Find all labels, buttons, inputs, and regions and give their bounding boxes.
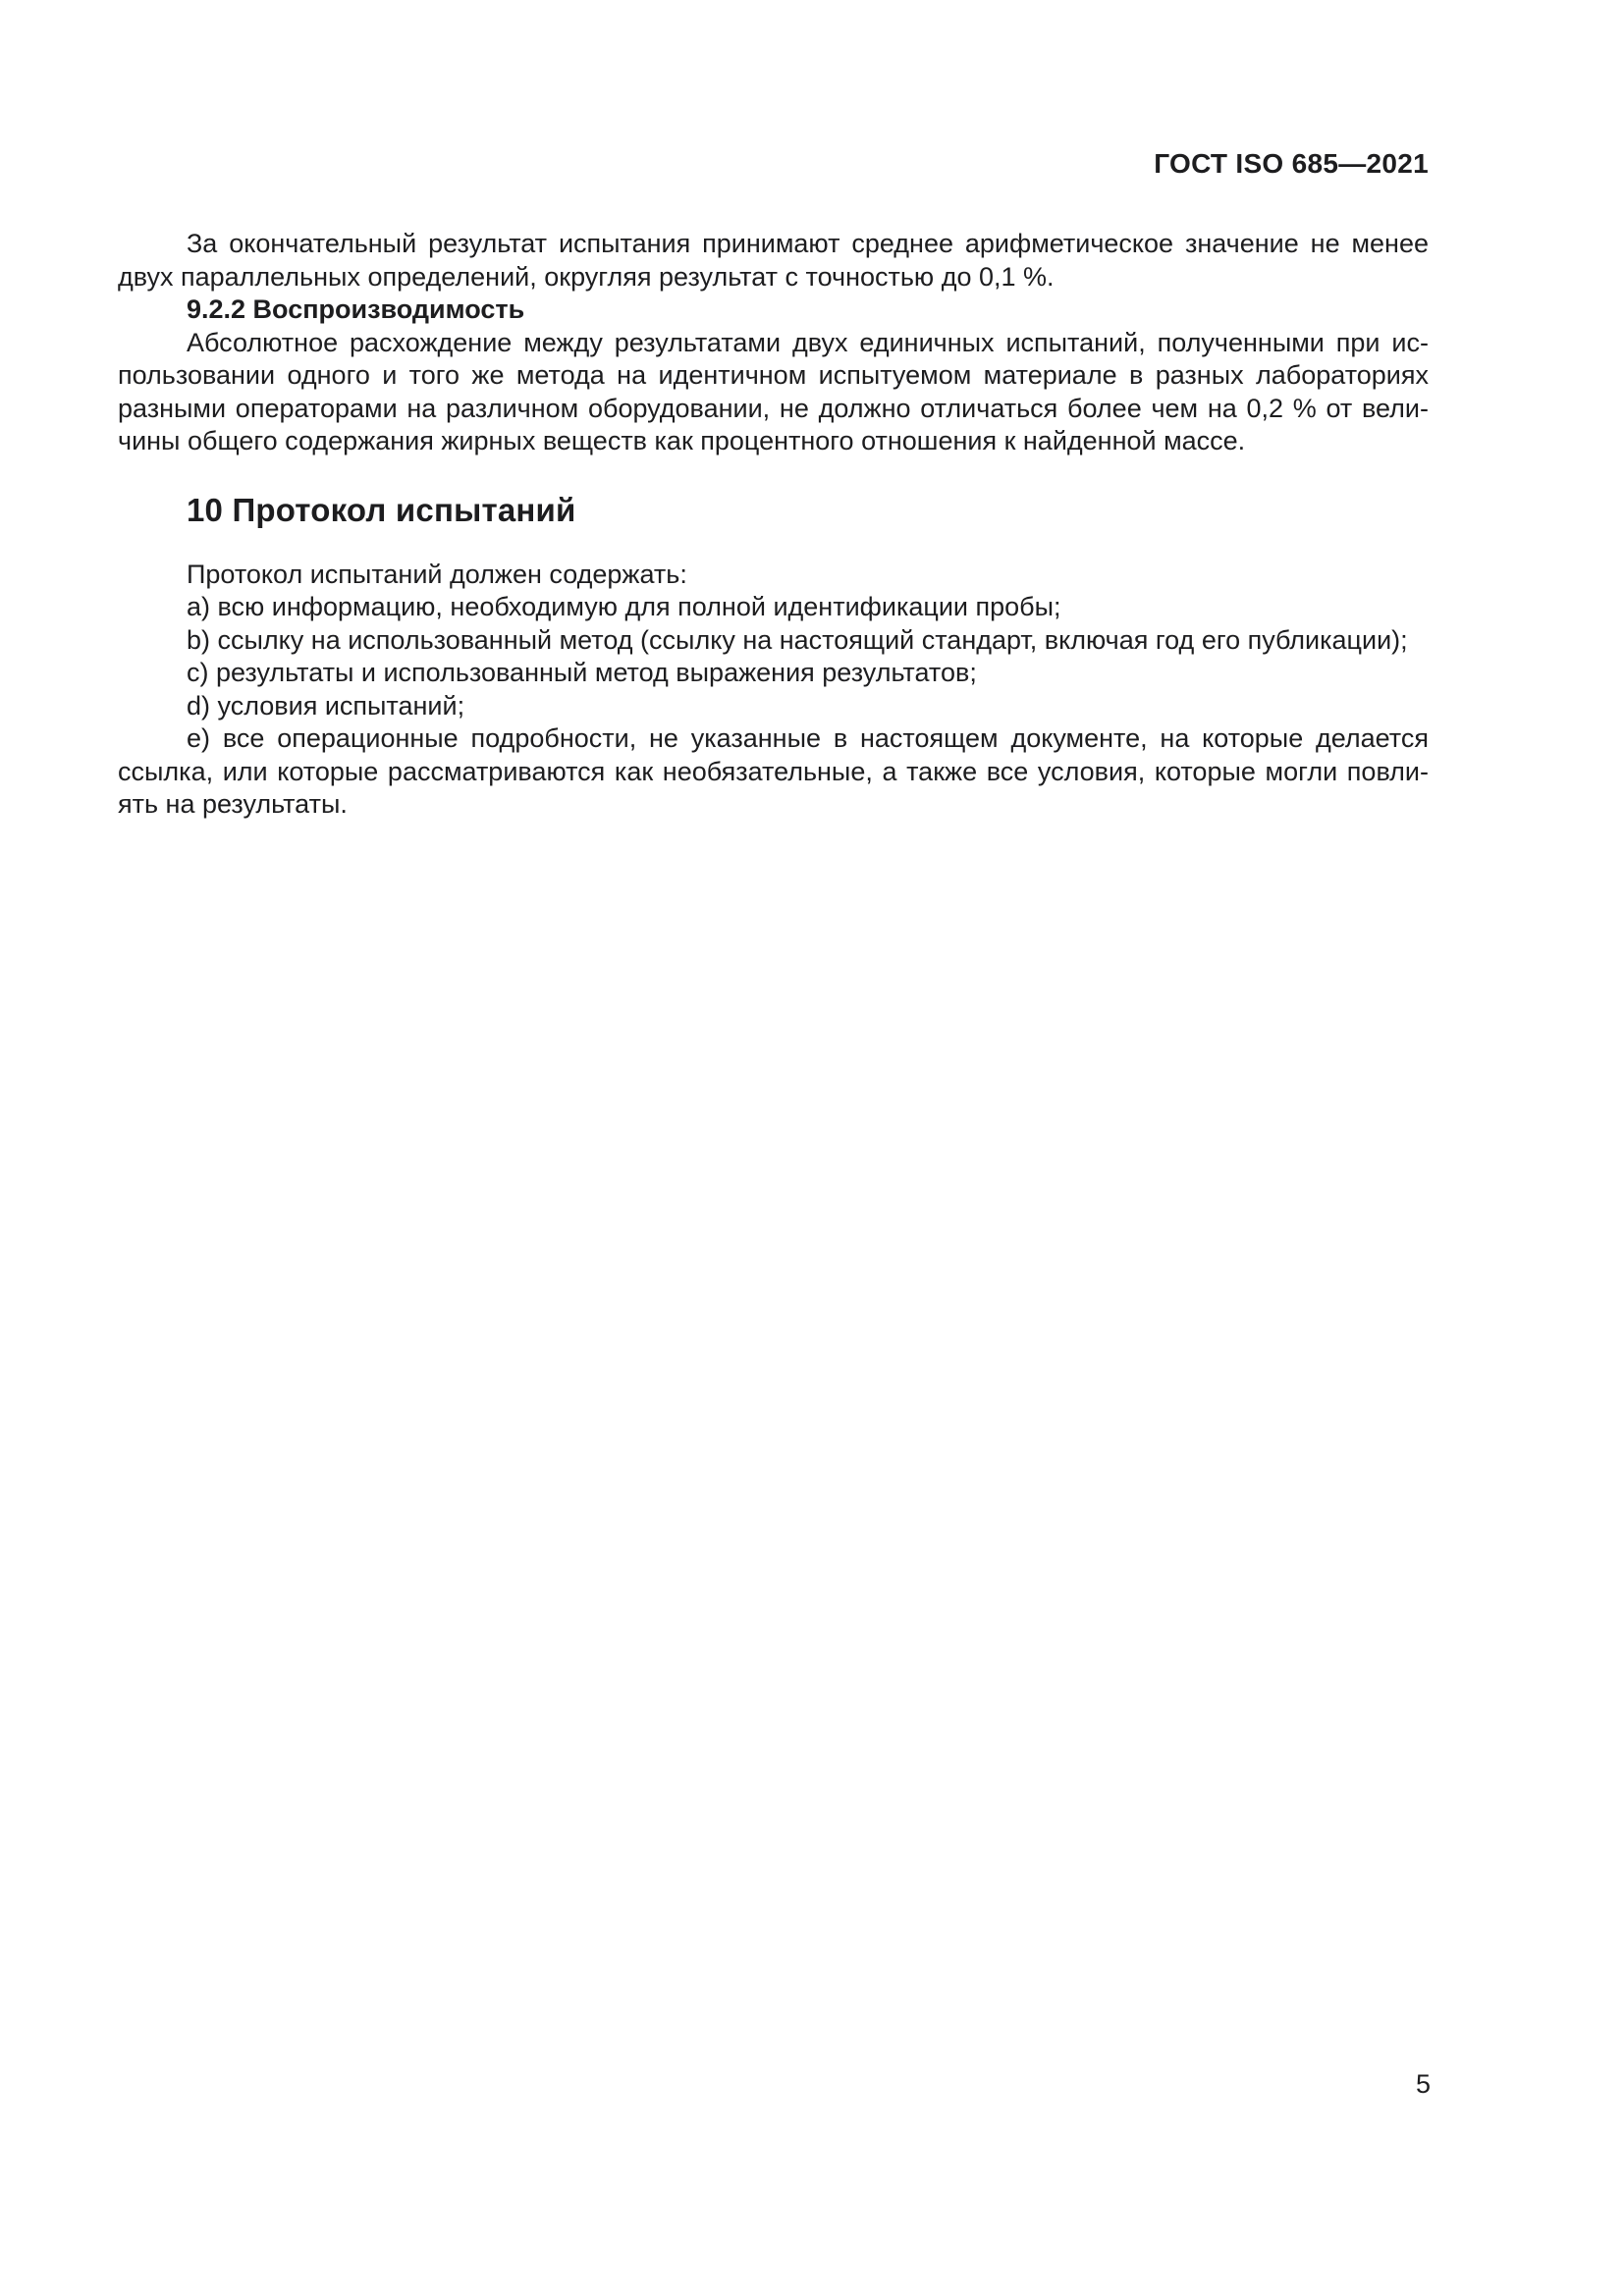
list-intro: Протокол испытаний должен содержать:: [187, 559, 687, 589]
paragraph-1-line-1: За окончательный результат испытания принимают среднее арифметическое значение не менее: [187, 229, 1429, 258]
running-header: ГОСТ ISO 685—2021: [1154, 148, 1429, 179]
list-item-e-line-3: ять на результаты.: [118, 789, 348, 819]
paragraph-2-line-1: Абсолютное расхождение между результатами двух единичных испытаний, полученными при ис-: [187, 327, 1429, 357]
list-item-e-line-1: е) все операционные подробности, не указанные в настоящем документе, на которые делается: [187, 723, 1429, 753]
list-item-a: a) всю информацию, необходимую для полной идентификации пробы;: [187, 592, 1061, 621]
paragraph-2-line-2: пользовании одного и того же метода на идентичном испытуемом материале в разных лабораториях: [118, 360, 1429, 390]
section-heading-10: 10 Протокол испытаний: [187, 491, 576, 528]
paragraph-1-line-2: двух параллельных определений, округляя результат с точностью до 0,1 %.: [118, 261, 1055, 292]
list-item-c: c) результаты и использованный метод выражения результатов;: [187, 658, 977, 687]
list-item-e-line-2: ссылка, или которые рассматриваются как необязательные, а также все условия, которые могли повли-: [118, 756, 1429, 786]
paragraph-2-line-3: разными операторами на различном оборудовании, не должно отличаться более чем на 0,2 % от вели-: [118, 393, 1429, 423]
paragraph-2-line-4: чины общего содержания жирных веществ как процентного отношения к найденной массе.: [118, 426, 1246, 455]
page-number: 5: [1415, 2069, 1431, 2099]
text-block: [118, 228, 1429, 822]
list-item-d: d) условия испытаний;: [187, 690, 465, 721]
subsection-heading-9-2-2: 9.2.2 Воспроизводимость: [187, 294, 525, 324]
list-item-b: b) ссылку на использованный метод (ссылку на настоящий стандарт, включая год его публикации);: [187, 624, 1408, 655]
